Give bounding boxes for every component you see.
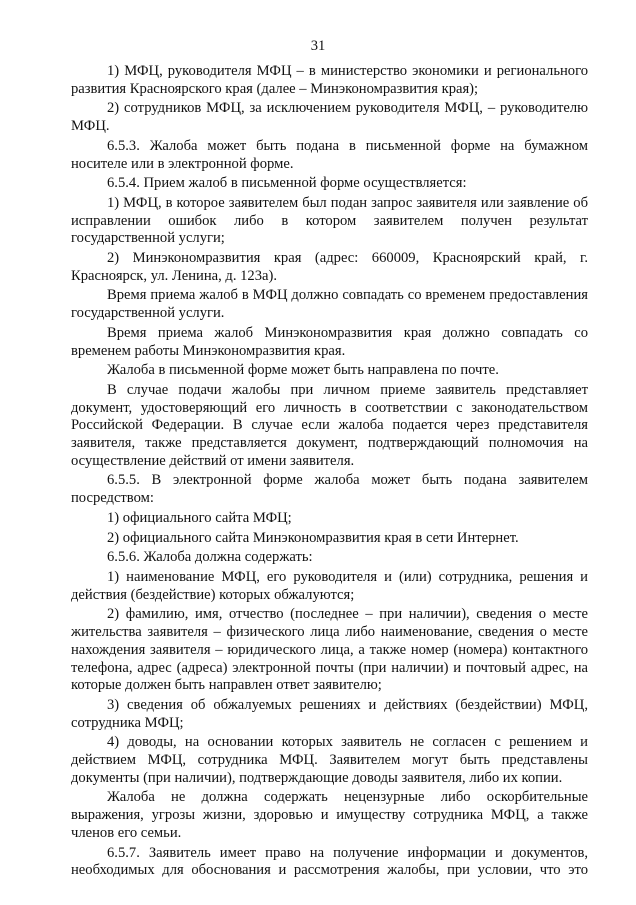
paragraph-written-ministry: 2) Минэкономразвития края (адрес: 660009, Красноярский край, г. Красноярск, ул. Ленина, д. 123а).: [71, 250, 588, 284]
paragraph-written-mfc: 1) МФЦ, в которое заявителем был подан запрос заявителя или заявление об исправлении ошибок либо в котором заявителем получен результат государственной услуги;: [71, 194, 588, 247]
paragraph-6-5-4: 6.5.4. Прием жалоб в письменной форме осуществляется:: [107, 175, 467, 192]
paragraph-in-person: В случае подачи жалобы при личном приеме заявитель представляет документ, удостоверяющий его личность в соответствии с законодательством Российской Федерации. В случае если жалоба подается через представителя заявителя, также представляется документ, подтверждающий полномочия на осуществление действий от имени заявителя.: [71, 381, 588, 469]
paragraph-complaint-mfc-staff: 2) сотрудников МФЦ, за исключением руководителя МФЦ, – руководителю МФЦ.: [71, 100, 588, 135]
paragraph-content-decisions: 3) сведения об обжалуемых решениях и действиях (бездействии) МФЦ, сотрудника МФЦ;: [71, 696, 588, 731]
paragraph-6-5-7: 6.5.7. Заявитель имеет право на получение информации и документов, необходимых для обоснования и рассмотрения жалобы, при условии, что это: [71, 844, 588, 879]
paragraph-mfc-website: 1) официального сайта МФЦ;: [107, 509, 292, 526]
document-body: [71, 63, 588, 880]
paragraph-mfc-hours: Время приема жалоб в МФЦ должно совпадать со временем предоставления государственной услуги.: [71, 287, 588, 322]
paragraph-ministry-website: 2) официального сайта Минэкономразвития края в сети Интернет.: [107, 529, 519, 546]
paragraph-content-applicant: 2) фамилию, имя, отчество (последнее – при наличии), сведения о месте жительства заявителя – физического лица либо наименование, сведения о месте нахождения заявителя – юридического лица, а также номер (номера) контактного телефона, адрес (адреса) электронной почты (при наличии) и почтовый адрес, на которые должен быть направлен ответ заявителю;: [71, 606, 588, 694]
page-number: 31: [310, 38, 326, 54]
paragraph-by-mail: Жалоба в письменной форме может быть направлена по почте.: [107, 362, 499, 379]
paragraph-no-obscenity: Жалоба не должна содержать нецензурные либо оскорбительные выражения, угрозы жизни, здоровью и имуществу сотрудника МФЦ, а также членов его семьи.: [71, 789, 588, 841]
paragraph-6-5-6: 6.5.6. Жалоба должна содержать:: [107, 549, 313, 566]
paragraph-6-5-3: 6.5.3. Жалоба может быть подана в письменной форме на бумажном носителе или в электронной форме.: [71, 137, 588, 172]
paragraph-ministry-hours: Время приема жалоб Минэкономразвития края должно совпадать со временем работы Минэкономразвития края.: [71, 324, 588, 359]
paragraph-content-arguments: 4) доводы, на основании которых заявитель не согласен с решением и действием МФЦ, сотрудника МФЦ. Заявителем могут быть представлены документы (при наличии), подтверждающие доводы заявителя, либо их копии.: [71, 734, 588, 786]
paragraph-complaint-mfc-head: 1) МФЦ, руководителя МФЦ – в министерство экономики и регионального развития Красноярского края (далее – Минэкономразвития края);: [71, 63, 588, 97]
paragraph-6-5-5: 6.5.5. В электронной форме жалоба может быть подана заявителем посредством:: [71, 472, 588, 507]
paragraph-content-name: 1) наименование МФЦ, его руководителя и (или) сотрудника, решения и действия (бездействие) которых обжалуются;: [71, 568, 588, 603]
